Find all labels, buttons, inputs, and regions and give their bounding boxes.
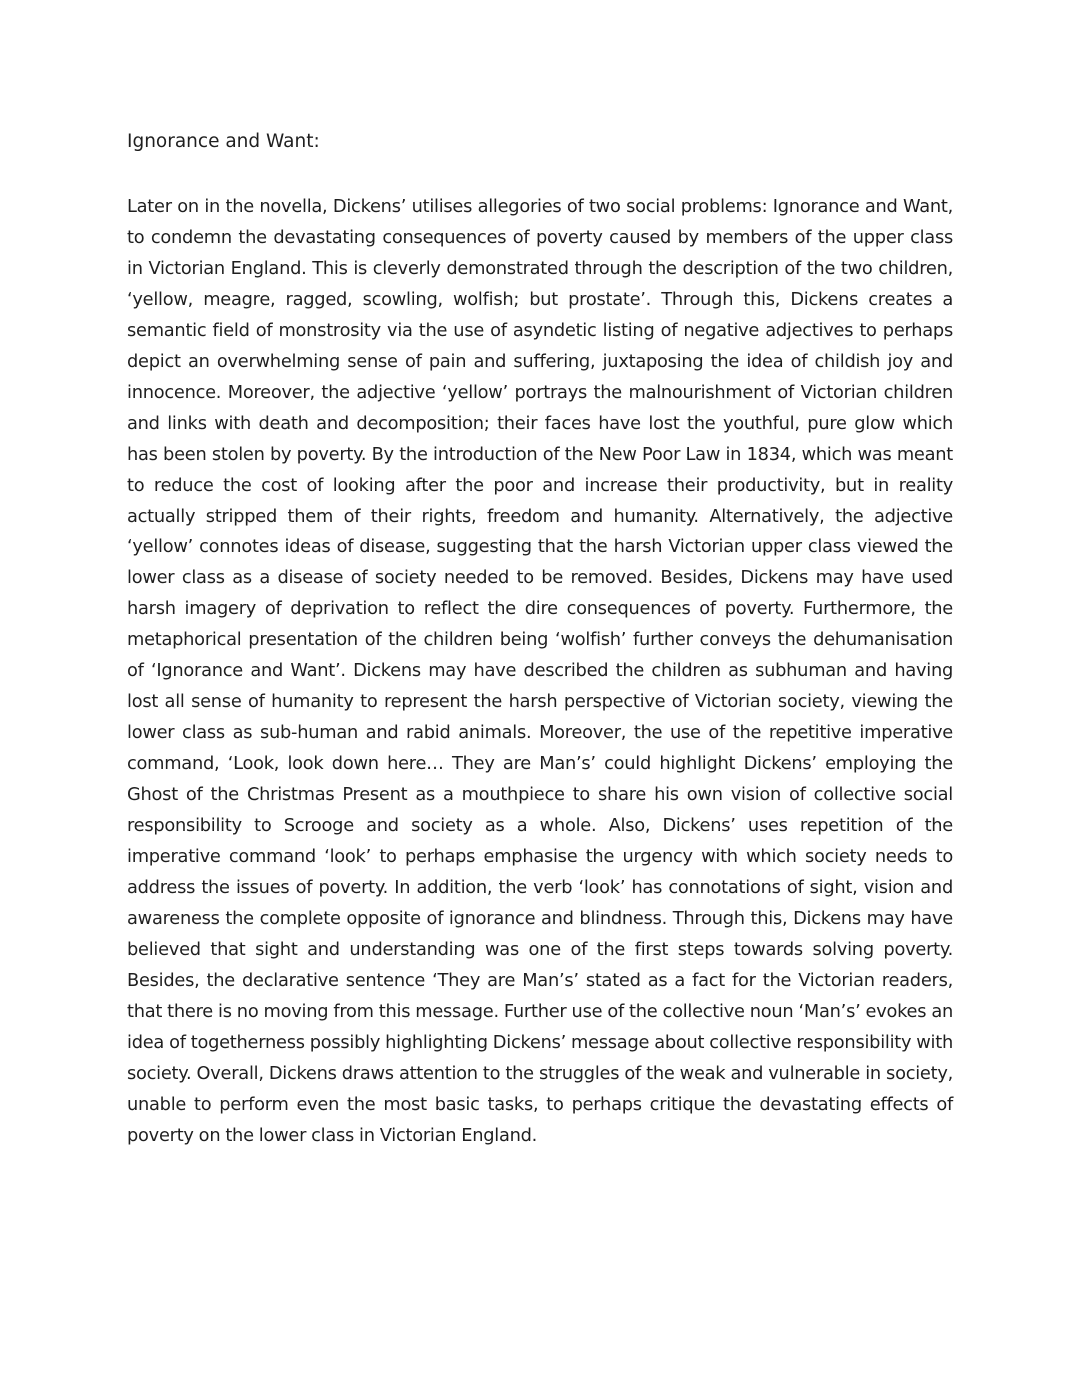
body-paragraph: Later on in the novella, Dickens’ utilises allegories of two social problems: Ignorance and Want, to condemn the devastating consequences of poverty caused by members of the upper class in Victorian England. This is cleverly demonstrated through the description of the two children, ‘yellow, meagre, ragged, scowling, wolfish; but prostate’. Through this, Dickens creates a semantic field of monstrosity via the use of asyndetic listing of negative adjectives to perhaps depict an overwhelming sense of pain and suffering, juxtaposing the idea of childish joy and innocence. Moreover, the adjective ‘yellow’ portrays the malnourishment of Victorian children and links with death and decomposition; their faces have lost the youthful, pure glow which has been stolen by poverty. By the introduction of the New Poor Law in 1834, which was meant to reduce the cost of looking after the poor and increase their productivity, but in reality actually stripped them of their rights, freedom and humanity. Alternatively, the adjective ‘yellow’ connotes ideas of disease, suggesting that the harsh Victorian upper class viewed the lower class as a disease of society needed to be removed. Besides, Dickens may have used harsh imagery of deprivation to reflect the dire consequences of poverty. Furthermore, the metaphorical presentation of the children being ‘wolfish’ further conveys the dehumanisation of ‘Ignorance and Want’. Dickens may have described the children as subhuman and having lost all sense of humanity to represent the harsh perspective of Victorian society, viewing the lower class as sub-human and rabid animals. Moreover, the use of the repetitive imperative command, ‘Look, look down here… They are Man’s’ could highlight Dickens’ employing the Ghost of the Christmas Present as a mouthpiece to share his own vision of collective social responsibility to Scrooge and society as a whole. Also, Dickens’ uses repetition of the imperative command ‘look’ to perhaps emphasise the urgency with which society needs to address the issues of poverty. In addition, the verb ‘look’ has connotations of sight, vision and awareness the complete opposite of ignorance and blindness. Through this, Dickens may have believed that sight and understanding was one of the first steps towards solving poverty. Besides, the declarative sentence ‘They are Man’s’ stated as a fact for the Victorian readers, that there is no moving from this message. Further use of the collective noun ‘Man’s’ evokes an idea of togetherness possibly highlighting Dickens’ message about collective responsibility with society. Overall, Dickens draws attention to the struggles of the weak and vulnerable in society, unable to perform even the most basic tasks, to perhaps critique the devastating effects of poverty on the lower class in Victorian England.: [127, 196, 953, 1146]
document-heading: Ignorance and Want:: [127, 131, 320, 152]
